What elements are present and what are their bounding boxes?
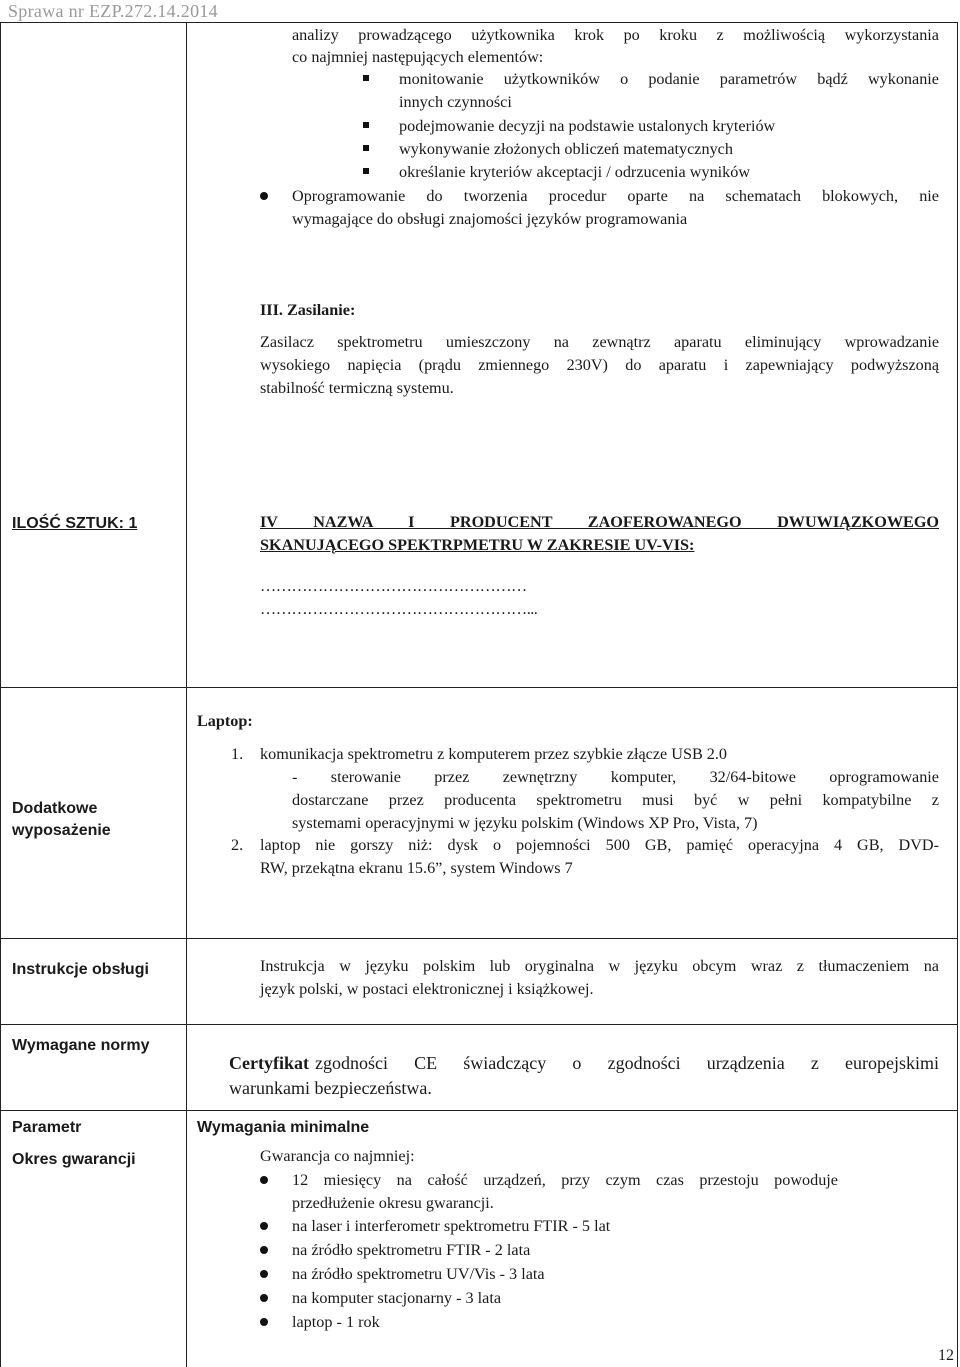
warranty-intro: Gwarancja co najmniej: (260, 1147, 415, 1165)
square-bullet-icon (363, 145, 369, 151)
item-1-sub-line-3: systemami operacyjnymi w języku polskim (Windows XP Pro, Vista, 7) (292, 814, 758, 832)
software-bullet-line-1: Oprogramowanie do tworzenia procedur oparte na schematach blokowych, nie (292, 187, 939, 205)
power-line-3: stabilność termiczną systemu. (260, 379, 454, 397)
power-heading-text: Zasilanie: (287, 301, 356, 319)
row-divider-accessories (0, 938, 958, 939)
power-line-2: wysokiego napięcia (prądu zmiennego 230V) do aparatu i zapewniający podwyższoną (260, 356, 939, 374)
row-divider-norms (0, 1110, 958, 1111)
laptop-title: Laptop: (197, 712, 253, 730)
warranty-item-2: na laser i interferometr spektrometru FTIR - 5 lat (292, 1217, 611, 1235)
row-divider-quantity (0, 687, 958, 688)
square-bullet-icon (363, 122, 369, 128)
warranty-item-4: na źródło spektrometru UV/Vis - 3 lata (292, 1265, 545, 1283)
software-intro-line-1: analizy prowadzącego użytkownika krok po kroku z możliwością wykorzystania (292, 26, 939, 44)
row-divider-manual (0, 1024, 958, 1025)
parameter-label: Parametr (12, 1119, 82, 1136)
round-bullet-icon (260, 1176, 268, 1184)
round-bullet-icon (260, 1222, 268, 1230)
square-bullet-icon (363, 168, 369, 174)
round-bullet-icon (260, 1294, 268, 1302)
round-bullet-icon (260, 1270, 268, 1278)
power-heading-num: III. (260, 301, 283, 319)
sub-item-2: podejmowanie decyzji na podstawie ustalonych kryteriów (399, 117, 776, 135)
sub-item-4: określanie kryteriów akceptacji / odrzucenia wyników (399, 163, 751, 181)
manual-line-2: język polski, w postaci elektronicznej i książkowej. (260, 980, 594, 998)
table-left-border (0, 22, 1, 1367)
device-heading-line-1: IV NAZWA I PRODUCENT ZAOFEROWANEGO DWUWIĄZKOWEGO (260, 513, 939, 531)
item-1-text: komunikacja spektrometru z komputerem przez szybkie złącze USB 2.0 (260, 745, 728, 763)
software-intro-line-2: co najmniej następujących elementów: (292, 48, 544, 66)
device-fill-line-2: ……………………………………………... (260, 600, 538, 618)
device-fill-line-1: …………………………………………… (260, 577, 527, 595)
column-divider (186, 22, 187, 1367)
accessories-label-line-2: wyposażenie (12, 822, 111, 839)
item-1-sub-line-2: dostarczane przez producenta spektrometru musi być w pełni kompatybilne z (292, 791, 939, 809)
round-bullet-icon (260, 1318, 268, 1326)
item-2-number: 2. (231, 836, 244, 854)
warranty-label: Okres gwarancji (12, 1151, 136, 1168)
item-2-line-1: laptop nie gorszy niż: dysk o pojemności 500 GB, pamięć operacyjna 4 GB, DVD- (260, 836, 939, 854)
power-line-1: Zasilacz spektrometru umieszczony na zewnątrz aparatu eliminujący wprowadzanie (260, 333, 939, 351)
round-bullet-icon (260, 192, 268, 200)
item-1-sub-line-1: - sterowanie przez zewnętrzny komputer, 32/64-bitowe oprogramowanie (292, 768, 939, 786)
square-bullet-icon (363, 75, 369, 81)
norms-label: Wymagane normy (12, 1037, 150, 1054)
warranty-item-5: na komputer stacjonarny - 3 lata (292, 1289, 502, 1307)
sub-item-1: monitowanie użytkowników o podanie parametrów bądź wykonanie (399, 70, 939, 88)
quantity-label: ILOŚĆ SZTUK: 1 (12, 515, 138, 532)
table-right-border (957, 22, 958, 1367)
norms-line-1 (229, 1052, 939, 1074)
warranty-item-3: na źródło spektrometru FTIR - 2 lata (292, 1241, 531, 1259)
software-bullet-line-2: wymagające do obsługi znajomości języków programowania (292, 210, 688, 228)
round-bullet-icon (260, 1246, 268, 1254)
item-1-number: 1. (231, 745, 244, 763)
sub-item-1-cont: innych czynności (399, 93, 512, 111)
page-number: 12 (934, 1347, 954, 1365)
power-heading (260, 299, 355, 321)
device-heading-line-2: SKANUJĄCEGO SPEKTRPMETRU W ZAKRESIE UV-VIS: (260, 536, 695, 554)
warranty-item-1-cont: przedłużenie okresu gwarancji. (292, 1194, 494, 1212)
manual-line-1: Instrukcja w języku polskim lub oryginalna w języku obcym wraz z tłumaczeniem na (260, 957, 939, 975)
item-2-line-2: RW, przekątna ekranu 15.6”, system Windows 7 (260, 859, 573, 877)
manual-label: Instrukcje obsługi (12, 961, 149, 978)
norms-line-2: warunkami bezpieczeństwa. (229, 1078, 432, 1098)
warranty-item-6: laptop - 1 rok (292, 1313, 380, 1331)
norms-line-1-rest: zgodności CE świadczący o zgodności urządzenia z europejskimi (314, 1053, 939, 1073)
min-requirements-label: Wymagania minimalne (197, 1119, 370, 1136)
accessories-label-line-1: Dodatkowe (12, 800, 98, 817)
table-top-border (0, 22, 958, 23)
document-reference: Sprawa nr EZP.272.14.2014 (8, 1, 218, 21)
certificate-word: Certyfikat (229, 1053, 309, 1073)
warranty-item-1: 12 miesięcy na całość urządzeń, przy czym czas przestoju powoduje (292, 1171, 838, 1189)
sub-item-3: wykonywanie złożonych obliczeń matematycznych (399, 140, 733, 158)
